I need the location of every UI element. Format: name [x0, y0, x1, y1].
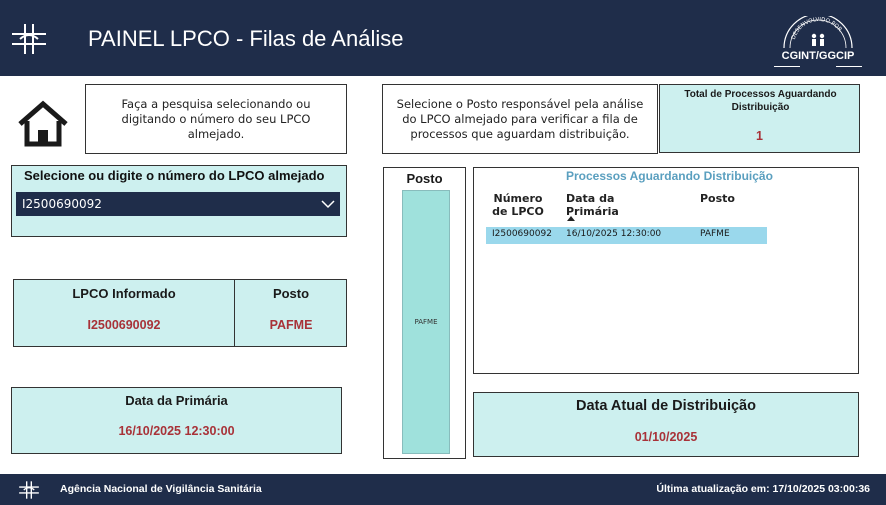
- primaria-label: Data da Primária: [125, 393, 228, 408]
- footer-agency: Agência Nacional de Vigilância Sanitária: [60, 483, 262, 495]
- total-value: 1: [756, 129, 763, 143]
- page-title: PAINEL LPCO - Filas de Análise: [88, 26, 404, 51]
- distribuicao-card: [473, 392, 859, 457]
- lpco-select-value: I2500690092: [22, 197, 102, 211]
- column-header-data[interactable]: Data da Primária: [566, 192, 619, 218]
- anvisa-cross-icon: [18, 480, 40, 500]
- badge-rule-left: [774, 66, 800, 67]
- total-label: Total de Processos Aguardando Distribuição: [684, 89, 837, 113]
- badge-arc-text: DESENVOLVIDO POR: [790, 16, 843, 41]
- posto-label: Posto: [272, 286, 310, 301]
- primaria-value: 16/10/2025 12:30:00: [118, 424, 235, 438]
- posto-slicer-item[interactable]: [402, 190, 450, 454]
- posto-help-box: [382, 84, 658, 154]
- cell-data: 16/10/2025 12:30:00: [566, 229, 662, 239]
- primaria-card: [11, 387, 342, 454]
- badge-label: CGINT/GGCIP: [781, 50, 855, 62]
- lpco-select-label: Selecione ou digite o número do LPCO almejado: [24, 168, 325, 183]
- posto-help-text: Selecione o Posto responsável pela análise do LPCO almejado para verificar a fila de processos que aguardam distribuição.: [396, 96, 644, 141]
- anvisa-cross-icon: [10, 22, 48, 56]
- developer-badge: [770, 16, 866, 70]
- queue-table-title: Processos Aguardando Distribuição: [566, 169, 773, 183]
- search-help-text: Faça a pesquisa selecionando ou digitando o número do seu LPCO almejado.: [121, 96, 311, 141]
- lpco-informado-value: I2500690092: [87, 318, 161, 332]
- cell-posto: PAFME: [700, 229, 730, 239]
- posto-slicer-label: Posto: [406, 171, 443, 186]
- column-header-numero[interactable]: Número de LPCO: [492, 192, 544, 218]
- posto-slicer-item-label: PAFME: [414, 318, 438, 326]
- search-help-box: [85, 84, 347, 154]
- sort-ascending-icon[interactable]: [567, 216, 575, 221]
- cell-numero: I2500690092: [492, 229, 552, 239]
- distribuicao-label: Data Atual de Distribuição: [576, 398, 756, 414]
- footer-bar: [0, 474, 886, 505]
- chevron-down-icon[interactable]: [320, 196, 336, 212]
- lpco-informado-label: LPCO Informado: [72, 286, 176, 301]
- header-bar: [0, 0, 886, 76]
- badge-people-icon: [770, 16, 866, 52]
- footer-last-updated: Última atualização em: 17/10/2025 03:00:36: [656, 483, 870, 495]
- table-row[interactable]: [486, 227, 767, 244]
- home-icon[interactable]: [16, 100, 70, 148]
- lpco-info-card: [13, 279, 347, 347]
- posto-value: PAFME: [269, 318, 313, 332]
- badge-rule-right: [836, 66, 862, 67]
- distribuicao-value: 01/10/2025: [634, 430, 698, 444]
- lpco-select-dropdown[interactable]: [16, 192, 340, 216]
- column-header-posto[interactable]: Posto: [700, 192, 735, 205]
- total-card: [659, 84, 860, 153]
